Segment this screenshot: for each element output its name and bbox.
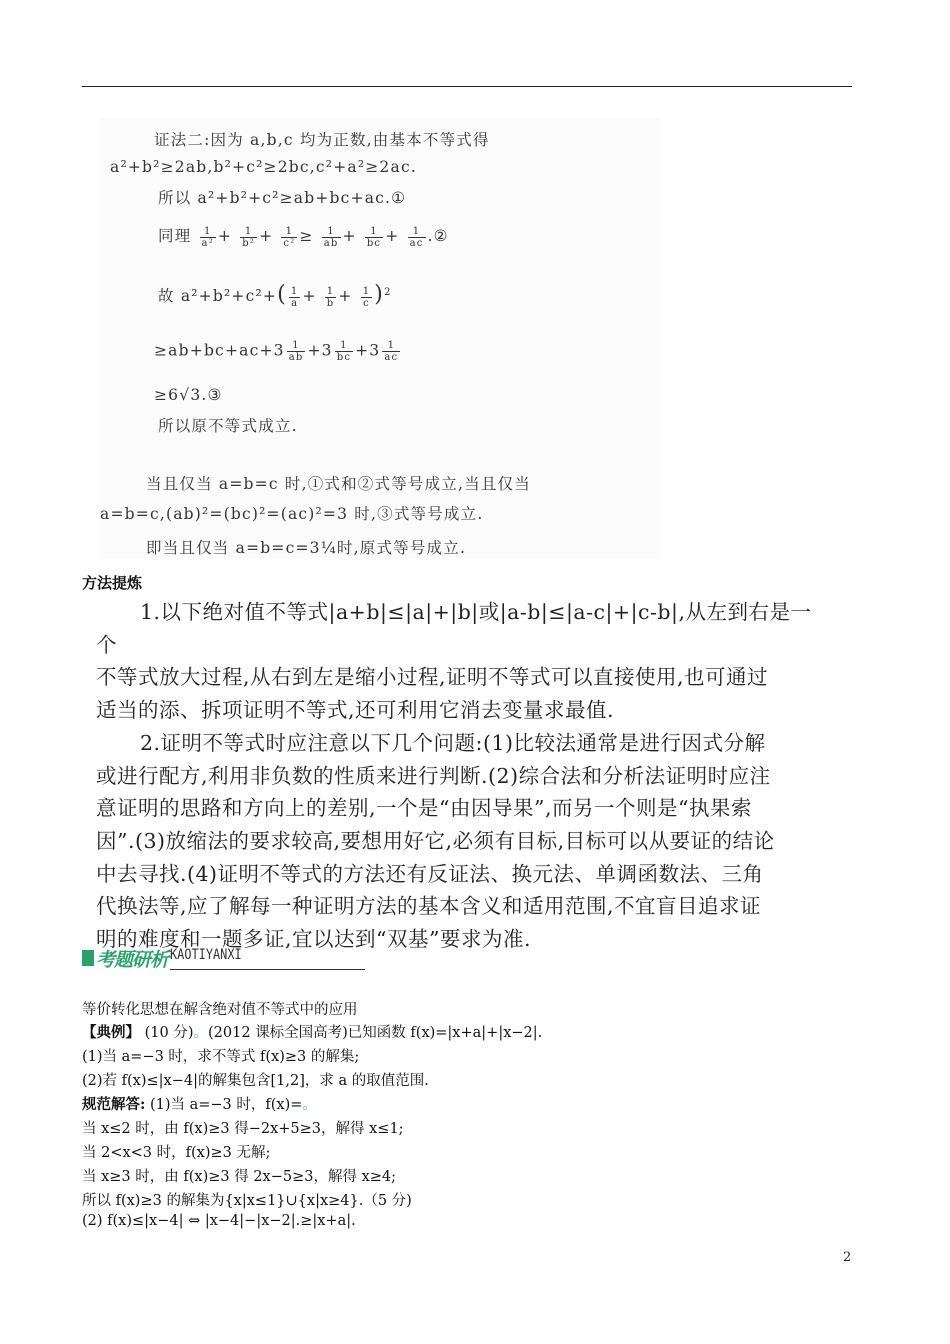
solution-label: 规范解答: (82, 1096, 146, 1113)
example-label: 【典例】 (82, 1024, 140, 1041)
proof-line-11: 即当且仅当 a=b=c=3¼时,原式等号成立. (146, 539, 467, 557)
solution-line: 当 x≤2 时，由 f(x)≥3 得−2x+5≥3，解得 x≤1; (82, 1121, 404, 1137)
summary-line: 不等式放大过程,从右到左是缩小过程,证明不等式可以直接使用,也可通过 (96, 665, 769, 690)
summary-line: 1.以下绝对值不等式|a+b|≤|a|+|b|或|a-b|≤|a-c|+|c-b|,从左到右是一个 (96, 600, 812, 657)
solution-line: 当 x≥3 时，由 f(x)≥3 得 2x−5≥3，解得 x≥4; (82, 1169, 397, 1185)
question-2: (2)若 f(x)≤|x−4|的解集包含[1,2]，求 a 的取值范围. (82, 1073, 429, 1089)
example-statement: (2012 课标全国高考)已知函数 f(x)=|x+a|+|x−2|. (207, 1025, 543, 1041)
proof-line-2: a²+b²≥2ab,b²+c²≥2bc,c²+a²≥2ac. (110, 158, 417, 176)
proof-line-6-prefix: ≥ab+bc+ac+3 (154, 341, 285, 360)
method-summary (96, 596, 816, 956)
banner-title: 考题研析 (96, 949, 169, 971)
section-heading: 方法提炼 (82, 574, 143, 592)
proof-line-9: 当且仅当 a=b=c 时,①式和②式等号成立,当且仅当 (146, 475, 531, 493)
solution-header: 规范解答: (1)当 a=−3 时，f(x)=。 (82, 1096, 317, 1113)
solution-start: (1)当 a=−3 时，f(x)= (149, 1097, 303, 1113)
example-score: (10 分) (144, 1025, 194, 1041)
arrow-icon (82, 950, 94, 966)
proof-line-1: 证法二:因为 a,b,c 均为正数,由基本不等式得 (154, 131, 490, 149)
summary-line: 意证明的思路和方向上的差别,一个是“由因导果”,而另一个则是“执果索 (96, 796, 752, 821)
solution-line: (2) f(x)≤|x−4| ⇔ |x−4|−|x−2|.≥|x+a|. (82, 1213, 356, 1229)
example-header: 【典例】 (10 分)。(2012 课标全国高考)已知函数 f(x)=|x+a|+|x−2|. (82, 1024, 543, 1041)
proof-line-4-prefix: 同理 (158, 227, 192, 245)
summary-line: 因”.(3)放缩法的要求较高,要想用好它,必须有目标,目标可以从要证的结论 (96, 828, 775, 853)
proof-line-8: 所以原不等式成立. (158, 417, 298, 435)
proof-line-5-prefix: 故 a²+b²+c²+ (158, 287, 278, 305)
summary-line: 2.证明不等式时应注意以下几个问题:(1)比较法通常是进行因式分解 (140, 730, 766, 755)
proof-line-6: ≥ab+bc+ac+3 $\frac{1}{ab}$ +3 $\frac{1}{bc}$ +3 $\frac{1}{ac}$ (154, 340, 399, 363)
summary-line: 中去寻找.(4)证明不等式的方法还有反证法、换元法、单调函数法、三角 (96, 861, 764, 886)
proof-image (100, 118, 660, 558)
question-1: (1)当 a=−3 时，求不等式 f(x)≥3 的解集; (82, 1049, 360, 1065)
banner-rule (170, 969, 365, 970)
topic-title: 等价转化思想在解含绝对值不等式中的应用 (82, 1002, 358, 1018)
summary-line: 或进行配方,利用非负数的性质来进行判断.(2)综合法和分析法证明时应注 (96, 763, 771, 788)
summary-line: 代换法等,应了解每一种证明方法的基本含义和适用范围,不宜盲目追求证 (96, 894, 762, 919)
proof-line-3: 所以 a²+b²+c²≥ab+bc+ac.① (158, 189, 407, 207)
proof-line-7: ≥6√3.③ (154, 386, 223, 404)
proof-line-5: 故 a²+b²+c²+( $\frac{1}{a}$ + $\frac{1}{b}$ + $\frac{1}{c}$ )$^2$ (158, 282, 392, 309)
proof-line-4-suffix: .② (427, 227, 449, 245)
proof-line-4: 同理 $\frac{1}{\text{a²}}$ + $\frac{1}{\text{b²}}$ + $\frac{1}{\text{c²}}$ ≥ $\frac{1}{ab}$ + $\frac{1}{bc}$ + $\frac{1}{ac}$ .② (158, 225, 449, 249)
summary-line: 适当的添、拆项证明不等式,还可利用它消去变量求最值. (96, 698, 615, 723)
proof-line-10: a=b=c,(ab)²=(bc)²=(ac)²=3 时,③式等号成立. (100, 505, 484, 523)
banner-subtitle: KAOTIYANXI (170, 947, 242, 963)
section-banner (82, 945, 282, 971)
header-rule (82, 86, 852, 87)
page-number: 2 (843, 1250, 852, 1265)
solution-line: 当 2<x<3 时，f(x)≥3 无解; (82, 1145, 271, 1161)
solution-line: 所以 f(x)≥3 的解集为{x|x≤1}∪{x|x≥4}.（5 分) (82, 1193, 412, 1209)
summary-line: 明的难度和一题多证,宜以达到“双基”要求为准. (96, 927, 531, 952)
